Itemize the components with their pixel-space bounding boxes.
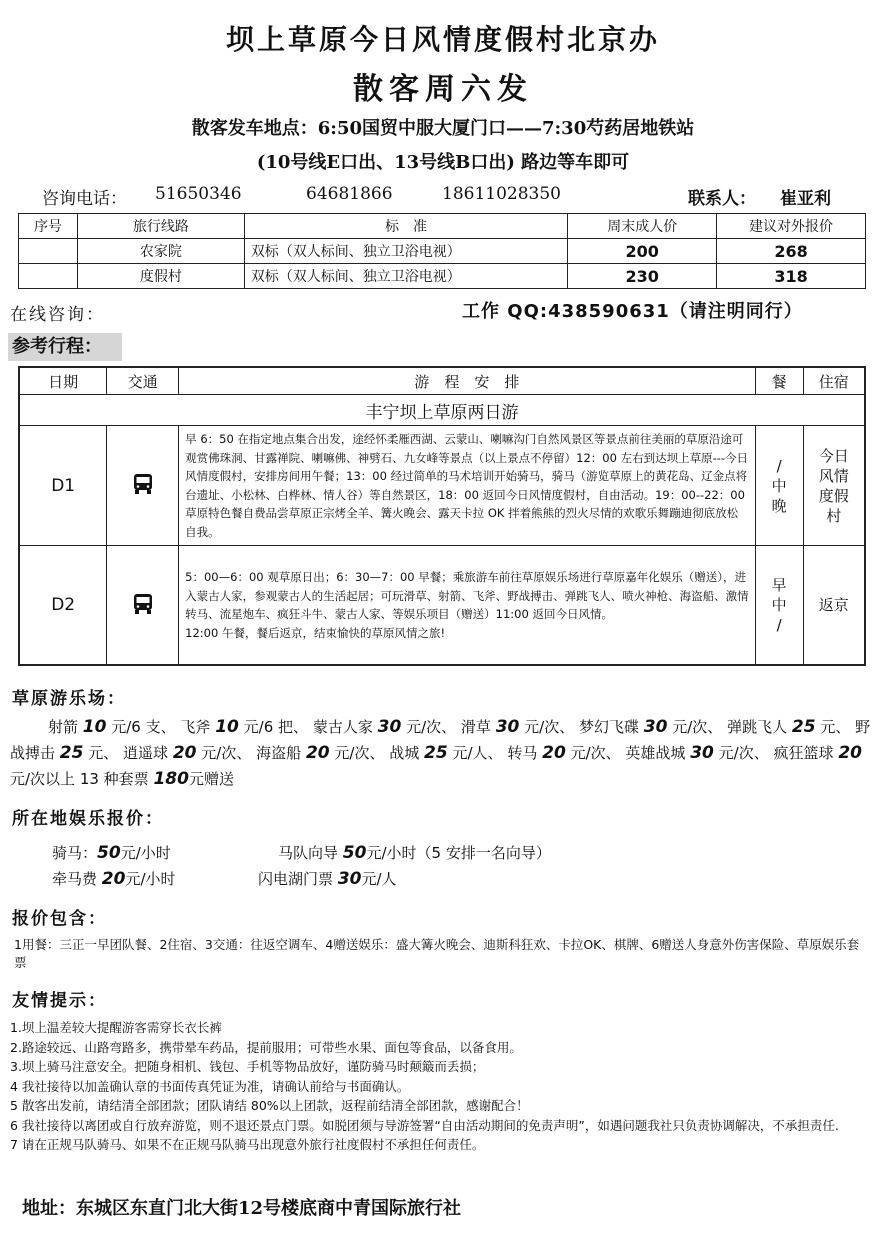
amusement-item-price: 10	[215, 717, 239, 737]
address: 地址：东城区东直门北大街12号楼底商中青国际旅行社	[22, 1198, 462, 1219]
tips-list	[10, 1018, 880, 1155]
horse-lead-fee	[52, 868, 176, 889]
amusement-item-price: 30	[377, 717, 402, 737]
route-name: 农家院	[77, 239, 244, 264]
bus-icon	[132, 473, 154, 495]
amusement-item-name: 弹跳飞人	[727, 718, 788, 736]
amusement-item-price: 25	[59, 743, 84, 763]
lead-price: 20	[101, 869, 126, 889]
route-title: 丰宁坝上草原两日游	[19, 395, 865, 426]
contact-label: 联系人：	[688, 189, 756, 209]
amusement-item-name: 战城	[389, 744, 420, 762]
amusement-item-price: 20	[305, 743, 330, 763]
guide-label: 马队向导	[278, 844, 339, 862]
guide-price	[278, 842, 551, 863]
amusement-item-unit: 元/6 把、	[243, 718, 309, 736]
transport-cell	[107, 546, 179, 666]
amusement-item-name: 射箭	[48, 718, 79, 736]
amusement-item-name: 滑草	[460, 718, 491, 736]
includes-text: 1用餐：三正一早团队餐、2住宿、3交通：往返空调车、4赠送娱乐：盛大篝火晚会、迪斯科狂欢、卡拉OK、棋牌、6赠送人身意外伤害保险、草原娱乐套票	[14, 937, 860, 970]
amusement-item-name: 转马	[507, 744, 538, 762]
contact-name: 崔亚利	[780, 189, 831, 209]
amusement-item-unit: 元、	[88, 744, 119, 762]
page-subtitle: 散客周六发	[353, 72, 533, 107]
route-name: 度假村	[77, 264, 244, 289]
amusement-item-unit: 元/6 支、	[111, 718, 176, 736]
includes-title: 报价包含：	[12, 909, 107, 929]
standard: 双标（双人标间、独立卫浴电视）	[244, 239, 568, 264]
accommodation: 今日 风情 度假 村	[803, 426, 865, 546]
accommodation: 返京	[803, 546, 865, 666]
horse-riding-price	[52, 842, 171, 863]
row-number	[19, 239, 78, 264]
header-cell: 建议对外报价	[717, 214, 866, 239]
amusement-item-name: 英雄战城	[625, 744, 686, 762]
itinerary-day-row	[19, 426, 865, 546]
itinerary-table	[18, 366, 866, 666]
bus-icon	[132, 593, 154, 615]
amusement-item-name: 疯狂篮球	[773, 744, 834, 762]
guide-price-value: 50	[342, 843, 367, 863]
suggested-price: 318	[717, 264, 866, 289]
row-number	[19, 264, 78, 289]
phone-number-1: 51650346	[155, 184, 242, 204]
amusement-item-unit: 元/次、	[672, 718, 723, 736]
itinerary-header	[19, 367, 865, 395]
header-cell: 旅行线路	[77, 214, 244, 239]
amusement-item-unit: 元/次、	[201, 744, 252, 762]
local-entertainment-title: 所在地娱乐报价：	[12, 809, 164, 829]
amusement-title: 草原游乐场：	[12, 689, 126, 709]
header-cell: 标 准	[244, 214, 568, 239]
day-label: D2	[19, 546, 107, 666]
meals: / 中 晚	[755, 426, 803, 546]
horse-price: 50	[97, 843, 121, 863]
phone-number-3: 18611028350	[442, 184, 561, 204]
amusement-item-price: 30	[495, 717, 520, 737]
table-row	[19, 239, 866, 264]
work-qq: 工作 QQ:438590631（请注明同行）	[462, 301, 803, 322]
itinerary-day-row	[19, 546, 865, 666]
departure-info-line1: 散客发车地点：6:50国贸中服大厦门口——7:30芍药居地铁站	[191, 118, 695, 139]
amusement-item-name: 海盗船	[256, 744, 302, 762]
amusement-item-price: 25	[424, 743, 448, 763]
table-row	[19, 264, 866, 289]
list-item: 5 散客出发前，请结清全部团款；团队请结 80%以上团款，返程前结清全部团款，感谢配合！	[10, 1098, 529, 1113]
online-consult-label: 在线咨询：	[10, 305, 105, 325]
amusement-item-unit: 元/次以上 13 种套票	[10, 770, 149, 788]
amusement-prices	[10, 714, 880, 792]
phone-number-2: 64681866	[306, 184, 393, 204]
amusement-item-price: 25	[791, 717, 816, 737]
amusement-item-price: 20	[838, 743, 862, 763]
day-description	[179, 546, 756, 666]
amusement-item-unit: 元/次、	[406, 718, 457, 736]
amusement-item-price: 30	[690, 743, 714, 763]
amusement-item-name: 梦幻飞碟	[579, 718, 640, 736]
itinerary-section-label: 参考行程：	[8, 333, 122, 361]
departure-info-line2: (10号线E口出、13号线B口出) 路边等车即可	[256, 152, 630, 173]
header-cell: 游 程 安 排	[179, 367, 756, 395]
package-suffix: 元赠送	[188, 770, 234, 788]
header-cell: 周末成人价	[568, 214, 717, 239]
lake-label: 闪电湖门票	[258, 870, 334, 888]
horse-label: 骑马：	[52, 844, 98, 862]
amusement-item-unit: 元/次、	[718, 744, 769, 762]
weekend-price: 200	[568, 239, 717, 264]
guide-unit: 元/小时（5 安排一名向导）	[366, 844, 551, 862]
header-cell: 餐	[755, 367, 803, 395]
list-item: 3.坝上骑马注意安全。把随身相机、钱包、手机等物品放好，谨防骑马时颠簸而丢损；	[10, 1059, 485, 1074]
suggested-price: 268	[717, 239, 866, 264]
price-table-header	[19, 214, 866, 239]
amusement-item-name: 飞斧	[180, 718, 211, 736]
amusement-item-price: 10	[82, 717, 107, 737]
package-price: 180	[153, 769, 189, 789]
day-description-text: 12:00 午餐，餐后返京，结束愉快的草原风情之旅!	[185, 625, 446, 640]
lead-label: 牵马费	[52, 870, 98, 888]
amusement-item-unit: 元/次、	[524, 718, 575, 736]
page-title: 坝上草原今日风情度假村北京办	[225, 23, 660, 56]
lightning-lake-ticket	[258, 868, 397, 889]
phone-label: 咨询电话：	[42, 189, 127, 209]
tips-title: 友情提示：	[12, 991, 107, 1011]
amusement-item-name: 蒙古人家	[312, 718, 373, 736]
header-cell: 住宿	[803, 367, 865, 395]
list-item: 2.路途较远、山路弯路多，携带晕车药品，提前服用；可带些水果、面包等食品，以备食用。	[10, 1039, 522, 1055]
amusement-item-price: 20	[542, 743, 566, 763]
amusement-item-price: 20	[172, 743, 197, 763]
amusement-item-unit: 元/人、	[452, 744, 503, 762]
amusement-item-name: 逍遥球	[123, 744, 169, 762]
day-label: D1	[19, 426, 107, 546]
amusement-item-unit: 元/次、	[570, 744, 621, 762]
header-cell: 日期	[19, 367, 107, 395]
amusement-item-unit: 元、	[820, 718, 851, 736]
price-table	[18, 213, 866, 289]
amusement-item-unit: 元/次、	[334, 744, 385, 762]
meals: 早 中 /	[755, 546, 803, 666]
transport-cell	[107, 426, 179, 546]
weekend-price: 230	[568, 264, 717, 289]
day-description: 早 6：50 在指定地点集合出发，途经怀柔雁西湖、云蒙山、喇嘛沟门自然风景区等景点前往美丽的草原沿途可观赏佛珠洞、甘露禅院、喇嘛佛、神劈石、九女峰等景点（以上景点不停留）12：00 左右到达坝上草原---今日风情度假村，安排房间用午餐；13：00 经过简单的马术培训开始骑马，骑马（游览草原上的黄花岛、辽金点将台遗址、小松林、白桦林、情人谷）等自然景区，18：00 返回今日风情度假村，自由活动。19：00--22：00 草原特色餐自费品尝草原正宗烤全羊、篝火晚会、露天卡拉 OK 拌着熊熊的烈火尽情的欢歌乐舞蹦迪彻底放松自我。	[179, 426, 756, 546]
lead-unit: 元/小时	[125, 870, 176, 888]
standard: 双标（双人标间、独立卫浴电视）	[244, 264, 568, 289]
amusement-item-name: 野战搏击	[10, 718, 871, 762]
day-description-text: 5：00—6：00 观草原日出；6：30—7：00 早餐；乘旅游车前往草原娱乐场进行草原嘉年化娱乐（赠送），进入蒙古人家，参观蒙古人的生活起居；可玩滑草、射箭、飞斧、野战搏击、弹跳飞人、喷火神枪、海盗船、激情转马、流星炮车、疯狂斗牛、蒙古人家、等娱乐项目（赠送）11:00 返回今日风情。	[185, 570, 749, 621]
header-cell: 交通	[107, 367, 179, 395]
header-cell: 序号	[19, 214, 78, 239]
horse-unit: 元/小时	[120, 844, 171, 862]
amusement-item-price: 30	[643, 717, 668, 737]
lake-unit: 元/人	[361, 870, 397, 888]
list-item: 4 我社接待以加盖确认章的书面传真凭证为准，请确认前给与书面确认。	[10, 1078, 410, 1094]
list-item: 1.坝上温差较大提醒游客需穿长衣长裤	[10, 1020, 222, 1035]
list-item: 6 我社接待以离团或自行放弃游览，则不退还景点门票。如脱团须与导游签署“自由活动期间的免责声明”，如遇问题我社只负责协调解决，不承担责任.	[10, 1117, 839, 1133]
lake-price: 30	[337, 869, 362, 889]
list-item: 7 请在正规马队骑马、如果不在正规马队骑马出现意外旅行社度假村不承担任何责任。	[10, 1137, 485, 1152]
